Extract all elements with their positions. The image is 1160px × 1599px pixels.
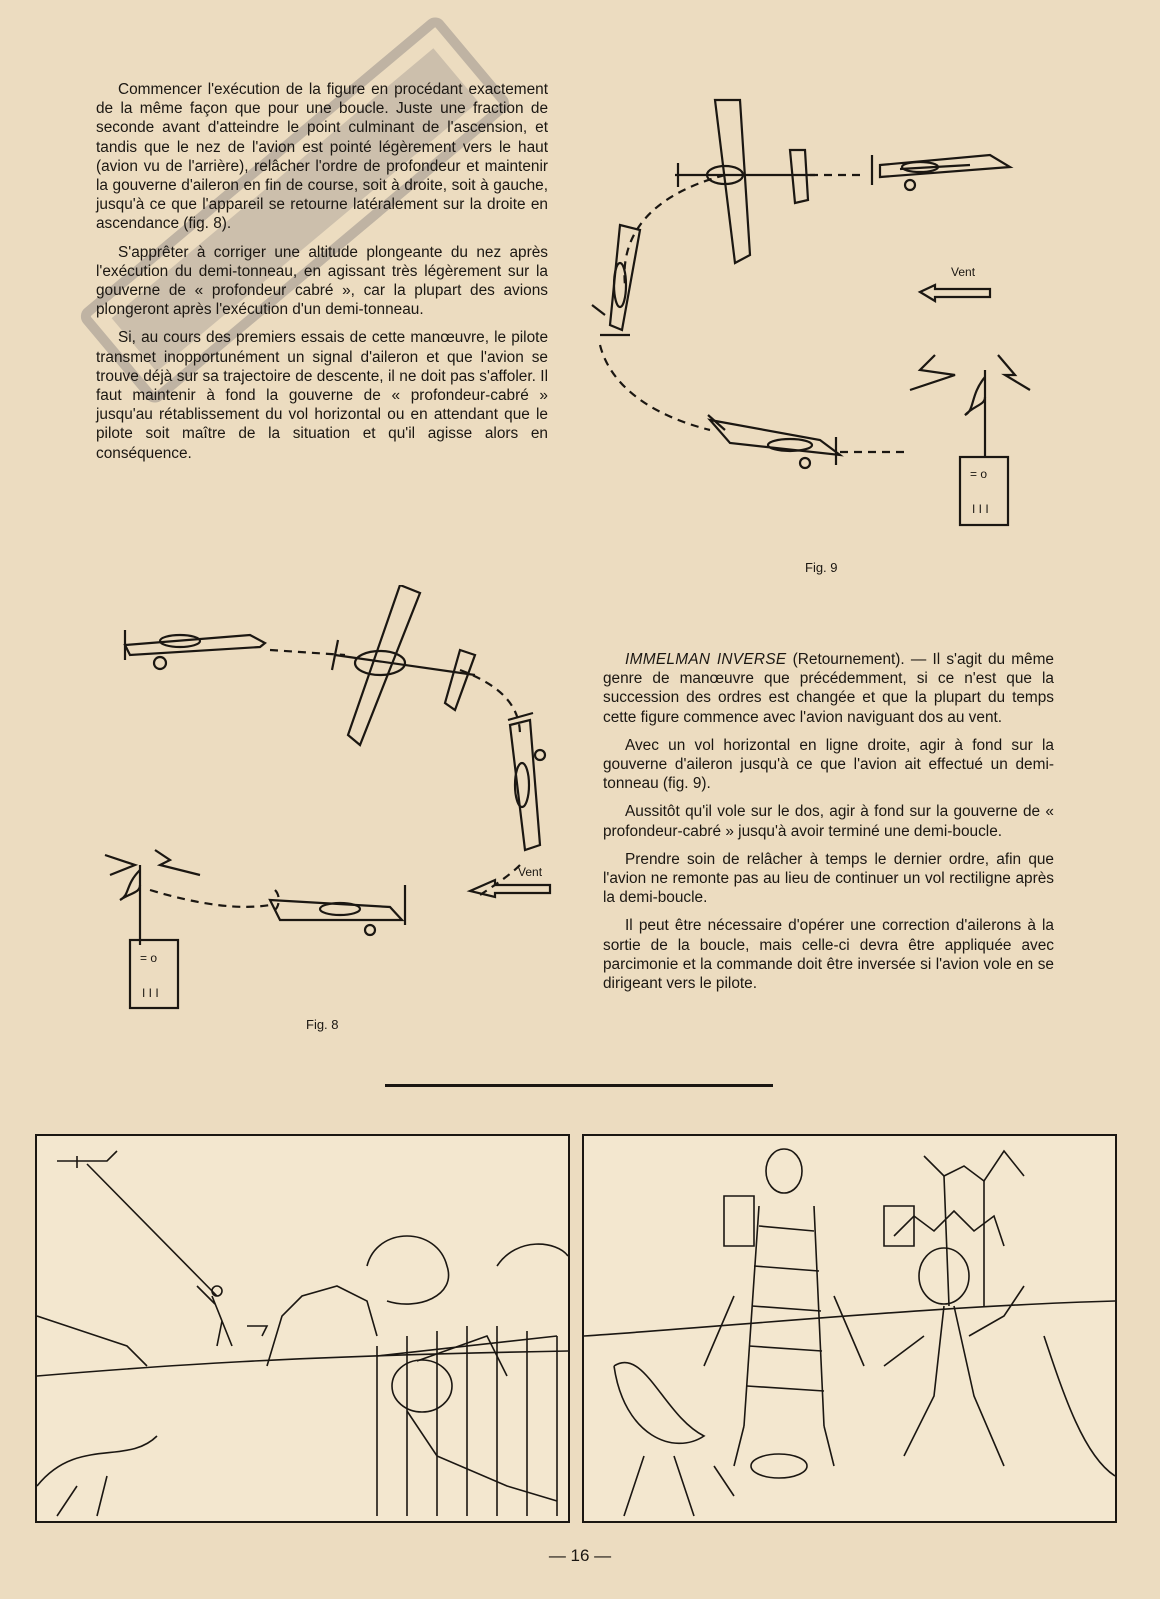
comic-illustration [37,1136,568,1521]
transmitter-label: = o [140,951,158,965]
comic-illustration [584,1136,1115,1521]
section-heading: IMMELMAN INVERSE [625,651,787,668]
figure-8-caption: Fig. 8 [306,1017,339,1032]
paragraph: Avec un vol horizontal en ligne droite, agir à fond sur la gouverne d'aileron jusqu'à ce que l'avion ait effectué un demi-tonneau (fig. 9). [603,736,1054,793]
paragraph: Aussitôt qu'il vole sur le dos, agir à fond sur la gouverne de « profondeur-cabré » jusqu'à avoir terminé une demi-boucle. [603,803,1054,840]
paragraph: Prendre soin de relâcher à temps le dernier ordre, afin que l'avion ne remonte pas au lieu de continuer un vol rectiligne après la demi-boucle. [603,850,1054,907]
right-text-column [603,650,1054,1002]
divider-rule [385,1084,773,1087]
page-number: — 16 — [548,1546,612,1565]
transmitter-sticks: I I I [142,986,159,1000]
comic-panel-right [582,1134,1117,1523]
paragraph: Commencer l'exécution de la figure en procédant exactement de la même façon que pour une boucle. Juste une fraction de seconde avant d'atteindre le point culminant de l'ascension, et tandis que le nez de l'avion est pointé légèrement vers le haut (avion vu de l'arrière), relâcher l'ordre de profondeur et maintenir la gouverne d'aileron en fin de course, soit à droite, soit à gauche, jusqu'à ce que l'appareil se retourne latéralement sur la droite en ascendance (fig. 8). [96,81,548,233]
figure-8-diagram [100,585,570,1015]
wind-label: Vent [951,265,976,279]
paragraph: Si, au cours des premiers essais de cette manœuvre, le pilote transmet inopportunément un signal d'aileron et que l'avion se trouve déjà sur sa trajectoire de descente, il ne doit pas s'affoler. Il faut maintenir à fond la gouverne de « profondeur-cabré » jusqu'au rétablissement du vol horizontal ou en attendant que le pilote soit maître de la situation et qu'il agisse alors en conséquence. [96,329,548,462]
paragraph: Il peut être nécessaire d'opérer une correction d'ailerons à la sortie de la boucle, mais celle-ci devra être appliquée avec parcimonie et la commande doit être inversée si l'avion vole en se dirigeant vers le pilote. [603,917,1054,993]
wind-label: Vent [518,865,543,879]
comic-panel-left [35,1134,570,1523]
figure-9-caption: Fig. 9 [805,560,838,575]
figure-9-diagram [590,85,1060,545]
left-text-column [96,80,548,472]
paragraph: S'apprêter à corriger une altitude plongeante du nez après l'exécution du demi-tonneau, en agissant très légèrement sur la gouverne de « profondeur cabré », car la plupart des avions plongeront après l'exécution d'un demi-tonneau. [96,243,548,319]
transmitter-label: = o [970,467,988,481]
transmitter-sticks: I I I [972,502,989,516]
paragraph [603,650,1054,727]
paragraph-text: (Retournement). — Il s'agit du même genre de manœuvre que précédemment, si ce n'est que la succession des ordres est changée et que la plupart du temps cette figure commence avec l'avion naviguant dos au vent. [603,651,1054,726]
